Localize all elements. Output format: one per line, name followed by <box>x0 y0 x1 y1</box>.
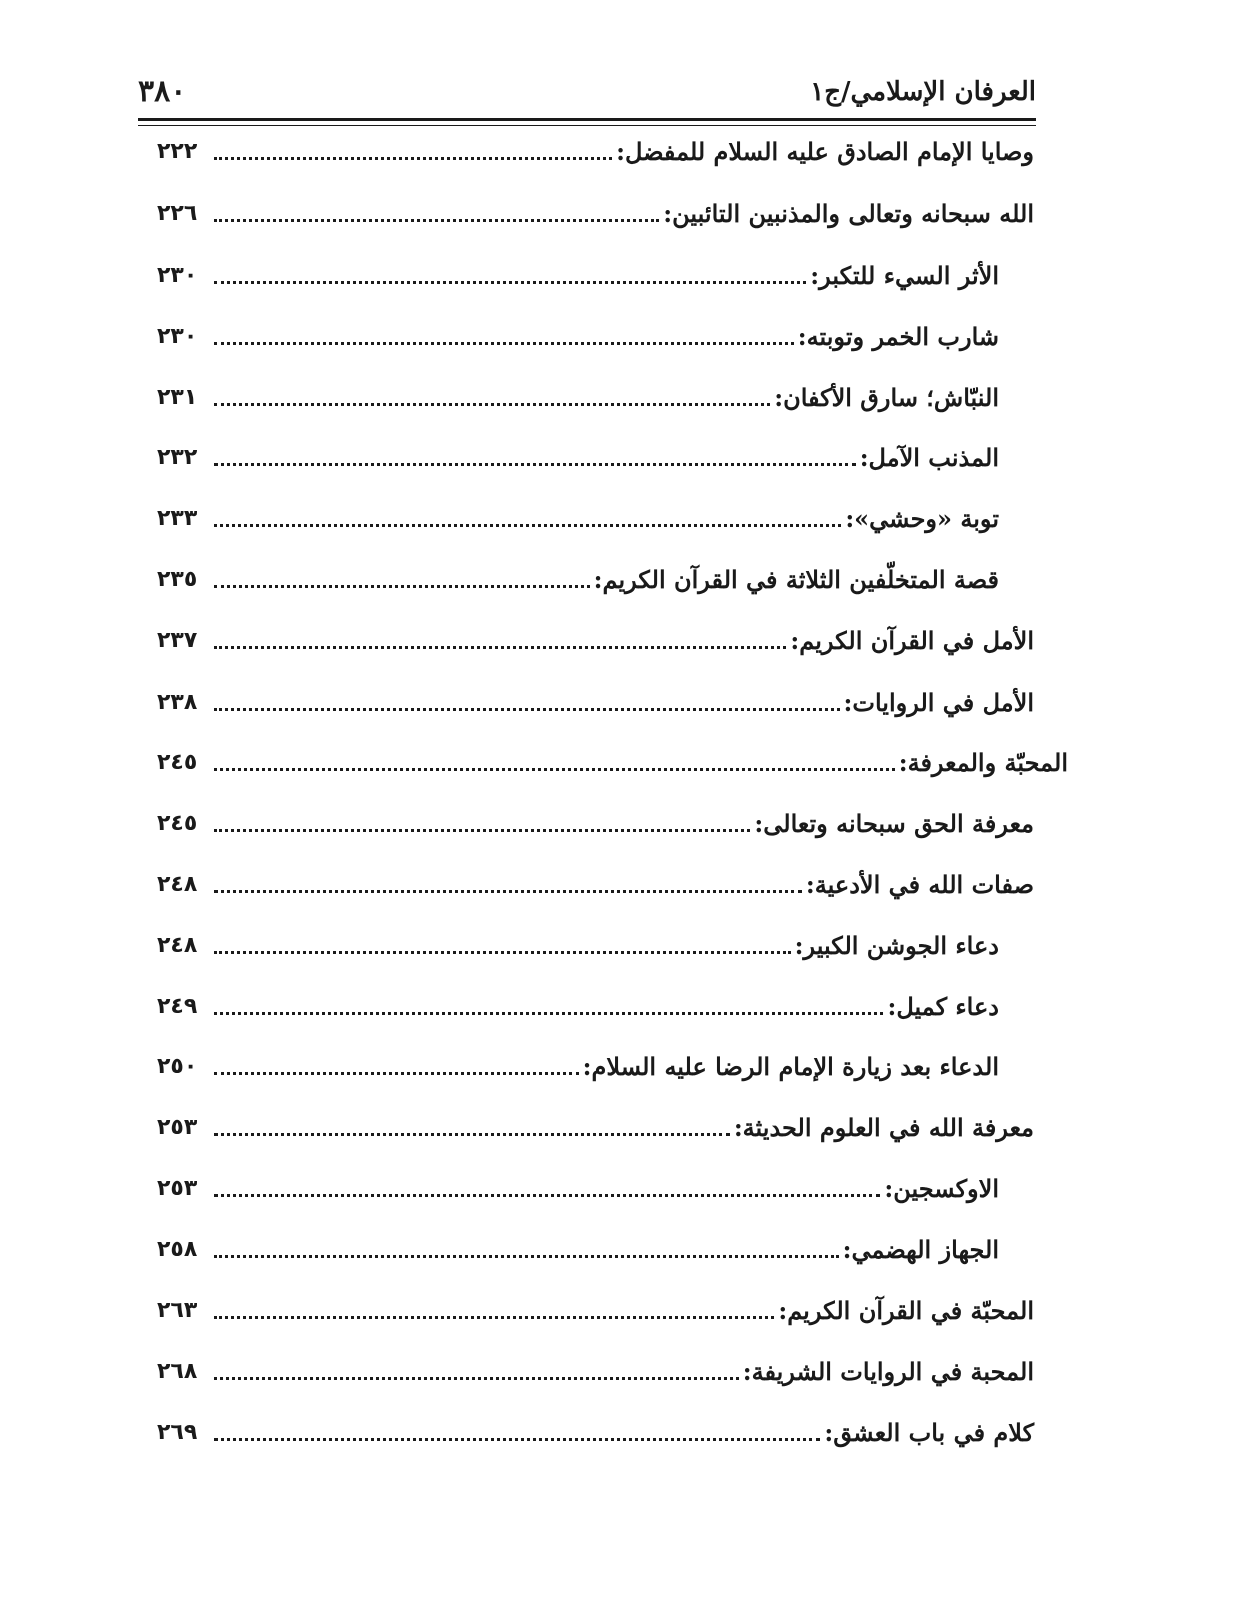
toc-entry <box>0 256 1234 296</box>
toc-title-line <box>208 987 999 1027</box>
toc-title: الدعاء بعد زيارة الإمام الرضا عليه السلام: <box>582 1052 999 1081</box>
running-title: العرفان الإسلامي/ج١ <box>810 77 1036 107</box>
toc-title: النبّاش؛ سارق الأكفان: <box>774 383 999 412</box>
toc-entry <box>0 865 1234 905</box>
toc-title-line <box>208 132 1034 172</box>
toc-entry <box>0 1230 1234 1270</box>
toc-entry <box>0 804 1234 844</box>
toc-leader-dots <box>214 463 856 466</box>
toc-title: الأثر السيء للتكبر: <box>810 261 999 290</box>
toc-leader-dots <box>214 1316 774 1319</box>
toc-page-number: ٢٥٣ <box>157 1176 198 1201</box>
toc-title: معرفة الحق سبحانه وتعالى: <box>754 809 1034 838</box>
toc-leader-dots <box>214 646 786 649</box>
toc-title: الأمل في القرآن الكريم: <box>790 626 1034 655</box>
toc-leader-dots <box>214 829 750 832</box>
toc-leader-dots <box>214 1012 883 1015</box>
toc-title-line <box>208 499 999 539</box>
toc-entry <box>0 438 1234 478</box>
toc-title-line <box>208 194 1034 234</box>
toc-leader-dots <box>214 585 590 588</box>
toc-entry <box>0 1108 1234 1148</box>
toc-title: صفات الله في الأدعية: <box>805 870 1034 899</box>
toc-leader-dots <box>214 1255 839 1258</box>
toc-entry <box>0 378 1234 418</box>
toc-page-number: ٢٣٢ <box>157 445 198 470</box>
toc-page-number: ٢٤٨ <box>157 872 198 897</box>
toc-title: المحبة في الروايات الشريفة: <box>742 1357 1034 1386</box>
toc-title: شارب الخمر وتوبته: <box>797 322 999 351</box>
toc-title: الله سبحانه وتعالى والمذنبين التائبين: <box>663 199 1034 228</box>
toc-page-number: ٢٣٨ <box>157 690 198 715</box>
toc-leader-dots <box>214 768 895 771</box>
toc-entry <box>0 1352 1234 1392</box>
toc-title: الأمل في الروايات: <box>843 688 1034 717</box>
toc-page-number: ٢٤٩ <box>157 994 198 1019</box>
toc-leader-dots <box>214 1133 730 1136</box>
toc-page-number: ٢٥٣ <box>157 1115 198 1140</box>
toc-title-line <box>208 1230 999 1270</box>
toc-leader-dots <box>214 890 802 893</box>
toc-title: الاوكسجين: <box>884 1174 999 1203</box>
toc-entry <box>0 1169 1234 1209</box>
toc-title-line <box>208 378 999 418</box>
toc-entry <box>0 317 1234 357</box>
toc-entry <box>0 194 1234 234</box>
toc-page-number: ٢٣١ <box>157 385 198 410</box>
toc-page-number: ٢٣٠ <box>157 324 198 349</box>
toc-title: المذنب الآمل: <box>859 443 999 472</box>
toc-page-number: ٢٣٧ <box>157 628 198 653</box>
toc-title-line <box>208 1169 999 1209</box>
toc-leader-dots <box>214 524 841 527</box>
toc-leader-dots <box>214 1438 820 1441</box>
toc-title: دعاء كميل: <box>887 992 999 1021</box>
toc-page-number: ٢٥٠ <box>157 1054 198 1079</box>
toc-page-number: ٢٤٥ <box>157 750 198 775</box>
toc-leader-dots <box>214 342 794 345</box>
toc-title-line <box>208 804 1034 844</box>
page-number: ٣٨٠ <box>138 74 187 109</box>
toc-title-line <box>208 1108 1034 1148</box>
toc-page-number: ٢٤٥ <box>157 811 198 836</box>
toc-leader-dots <box>214 708 840 711</box>
toc-title: وصايا الإمام الصادق عليه السلام للمفضل: <box>616 137 1034 166</box>
toc-title: المحبّة والمعرفة: <box>898 748 1068 777</box>
toc-page-number: ٢٦٨ <box>157 1359 198 1384</box>
toc-page-number: ٢٣٠ <box>157 263 198 288</box>
toc-leader-dots <box>214 1194 880 1197</box>
toc-title: قصة المتخلّفين الثلاثة في القرآن الكريم: <box>593 565 999 594</box>
toc-title-line <box>208 621 1034 661</box>
toc-page-number: ٢٦٣ <box>157 1298 198 1323</box>
toc-leader-dots <box>214 1377 739 1380</box>
toc-title: كلام في باب العشق: <box>824 1418 1034 1447</box>
toc-title-line <box>208 1413 1034 1453</box>
toc-entry <box>0 499 1234 539</box>
toc-entry <box>0 743 1234 783</box>
toc-page-number: ٢٣٥ <box>157 567 198 592</box>
toc-entry <box>0 987 1234 1027</box>
toc-page-number: ٢٤٨ <box>157 933 198 958</box>
toc-title-line <box>208 1352 1034 1392</box>
toc-entry <box>0 683 1234 723</box>
toc-title: الجهاز الهضمي: <box>842 1235 999 1264</box>
toc-title-line <box>208 256 999 296</box>
toc-title-line <box>208 926 999 966</box>
toc-entry <box>0 1047 1234 1087</box>
toc-entry <box>0 560 1234 600</box>
toc-page-number: ٢٣٣ <box>157 506 198 531</box>
toc-leader-dots <box>214 157 612 160</box>
toc-leader-dots <box>214 403 770 406</box>
toc-title-line <box>208 743 1068 783</box>
toc-title: دعاء الجوشن الكبير: <box>794 931 999 960</box>
toc-entry <box>0 132 1234 172</box>
toc-leader-dots <box>214 1072 579 1075</box>
toc-leader-dots <box>214 281 806 284</box>
toc-title-line <box>208 683 1034 723</box>
toc-title-line <box>208 1047 999 1087</box>
toc-page-number: ٢٥٨ <box>157 1237 198 1262</box>
toc-title-line <box>208 865 1034 905</box>
toc-leader-dots <box>214 219 659 222</box>
toc-title: توبة «وحشي»: <box>845 504 999 533</box>
toc-leader-dots <box>214 951 791 954</box>
toc-title-line <box>208 1291 1034 1331</box>
toc-page-number: ٢٦٩ <box>157 1420 198 1445</box>
toc-entry <box>0 1291 1234 1331</box>
toc-page-number: ٢٢٦ <box>157 201 198 226</box>
toc-title: المحبّة في القرآن الكريم: <box>778 1296 1034 1325</box>
toc-title-line <box>208 438 999 478</box>
toc-title: معرفة الله في العلوم الحديثة: <box>733 1113 1034 1142</box>
toc-entry <box>0 926 1234 966</box>
toc-page-number: ٢٢٢ <box>157 139 198 164</box>
toc-entry <box>0 621 1234 661</box>
toc-entry <box>0 1413 1234 1453</box>
toc-title-line <box>208 560 999 600</box>
toc-title-line <box>208 317 999 357</box>
